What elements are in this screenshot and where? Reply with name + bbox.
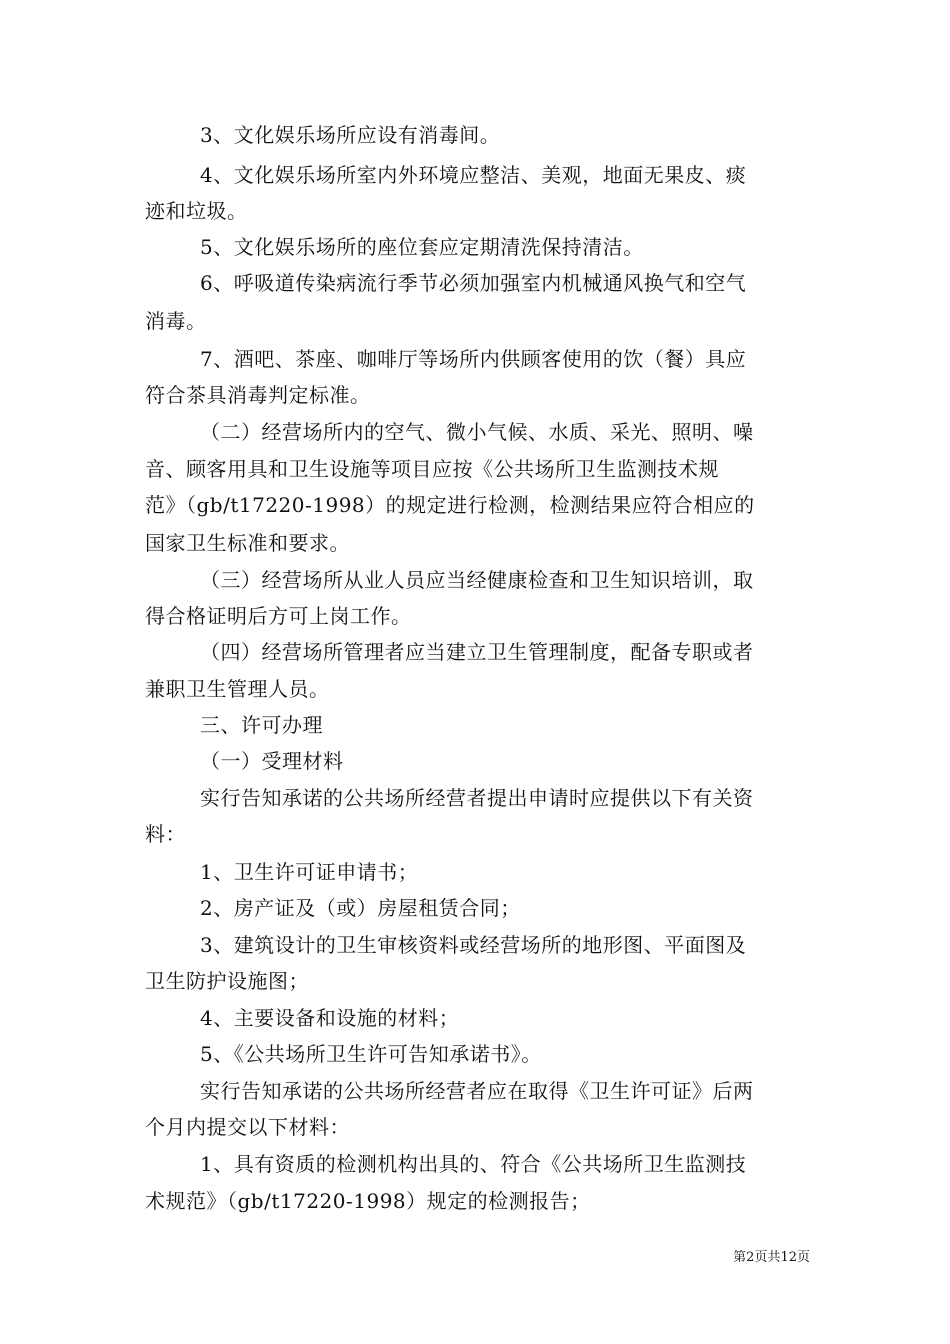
text-line: 4、主要设备和设施的材料； (200, 1006, 460, 1030)
text-line: 7、酒吧、茶座、咖啡厅等场所内供顾客使用的饮（餐）具应 (200, 347, 747, 371)
text-line: 6、呼吸道传染病流行季节必须加强室内机械通风换气和空气 (200, 271, 747, 295)
text-line: 范》（gb/t17220-1998）的规定进行检测，检测结果应符合相应的 (145, 493, 755, 517)
text-line: 迹和垃圾。 (145, 199, 248, 223)
text-line: （三）经营场所从业人员应当经健康检查和卫生知识培训，取 (200, 568, 754, 592)
text-line: 个月内提交以下材料： (145, 1115, 350, 1139)
text-line: 卫生防护设施图； (145, 969, 309, 993)
page-number-footer: 第2页共12页 (733, 1250, 810, 1265)
text-line: 实行告知承诺的公共场所经营者应在取得《卫生许可证》后两 (200, 1079, 754, 1103)
text-line: 5、《公共场所卫生许可告知承诺书》。 (200, 1042, 542, 1066)
text-line: 消毒。 (145, 309, 207, 333)
text-line: 4、文化娱乐场所室内外环境应整洁、美观，地面无果皮、痰 (200, 163, 747, 187)
text-line: 符合茶具消毒判定标准。 (145, 383, 371, 407)
text-line: 料： (145, 822, 186, 846)
section-heading: 三、许可办理 (200, 713, 323, 737)
subsection-heading: （一）受理材料 (200, 749, 344, 773)
text-line: 1、具有资质的检测机构出具的、符合《公共场所卫生监测技 (200, 1152, 747, 1176)
text-line: 国家卫生标准和要求。 (145, 531, 350, 555)
text-line: 实行告知承诺的公共场所经营者提出申请时应提供以下有关资 (200, 786, 754, 810)
text-line: 2、房产证及（或）房屋租赁合同； (200, 896, 521, 920)
text-line: 5、文化娱乐场所的座位套应定期清洗保持清洁。 (200, 235, 644, 259)
text-line: 兼职卫生管理人员。 (145, 677, 330, 701)
text-line: （二）经营场所内的空气、微小气候、水质、采光、照明、噪 (200, 420, 754, 444)
text-line: 得合格证明后方可上岗工作。 (145, 604, 412, 628)
text-line: 音、顾客用具和卫生设施等项目应按《公共场所卫生监测技术规 (145, 457, 719, 481)
text-line: 3、文化娱乐场所应设有消毒间。 (200, 123, 501, 147)
text-line: 术规范》（gb/t17220-1998）规定的检测报告； (145, 1189, 591, 1213)
text-line: 1、卫生许可证申请书； (200, 860, 419, 884)
text-line: （四）经营场所管理者应当建立卫生管理制度，配备专职或者 (200, 640, 754, 664)
text-line: 3、建筑设计的卫生审核资料或经营场所的地形图、平面图及 (200, 933, 747, 957)
